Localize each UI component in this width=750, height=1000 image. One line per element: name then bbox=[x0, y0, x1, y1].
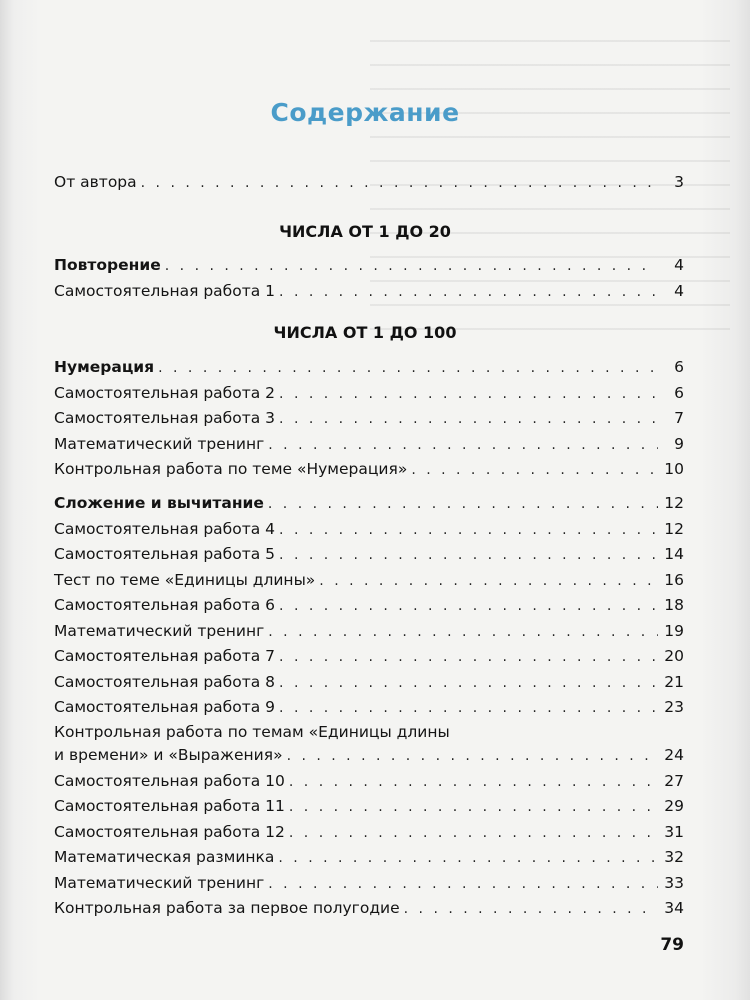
toc-entry-label: Самостоятельная работа 11 bbox=[54, 797, 285, 815]
leader-dots bbox=[279, 281, 658, 303]
toc-entry-label: Математический тренинг bbox=[54, 874, 265, 892]
leader-dots bbox=[279, 408, 658, 430]
toc-entry-label: Самостоятельная работа 12 bbox=[54, 823, 285, 841]
leader-dots bbox=[279, 519, 658, 541]
toc-entry-label: Тест по теме «Единицы длины» bbox=[54, 571, 316, 589]
toc-entry-page: 20 bbox=[664, 647, 684, 665]
toc-entry-label: Самостоятельная работа 9 bbox=[54, 698, 276, 716]
toc-entry-page: 21 bbox=[664, 673, 684, 691]
toc-entry bbox=[54, 897, 684, 919]
toc-entry-page: 33 bbox=[664, 874, 684, 892]
leader-dots bbox=[278, 847, 658, 869]
toc-entry-page: 14 bbox=[664, 545, 684, 563]
toc-entry bbox=[54, 645, 684, 667]
toc-entry bbox=[54, 872, 684, 894]
leader-dots bbox=[268, 493, 658, 515]
toc-entry-label: Самостоятельная работа 3 bbox=[54, 409, 276, 427]
section-heading: ЧИСЛА ОТ 1 ДО 100 bbox=[273, 323, 457, 342]
leader-dots bbox=[279, 672, 658, 694]
toc-entry-label: Математический тренинг bbox=[54, 622, 265, 640]
leader-dots bbox=[279, 697, 658, 719]
toc-entry bbox=[54, 458, 684, 480]
leader-dots bbox=[158, 357, 658, 379]
toc-entry-label: Самостоятельная работа 7 bbox=[54, 647, 276, 665]
leader-dots bbox=[279, 595, 658, 617]
toc-entry-page: 31 bbox=[664, 823, 684, 841]
toc-entry-label: Самостоятельная работа 4 bbox=[54, 520, 276, 538]
toc-entry bbox=[54, 254, 684, 276]
toc-entry-label: Самостоятельная работа 10 bbox=[54, 772, 285, 790]
toc-entry-page: 23 bbox=[664, 698, 684, 716]
toc-entry-page: 4 bbox=[674, 282, 684, 300]
leader-dots bbox=[268, 621, 658, 643]
toc-entry bbox=[54, 171, 684, 193]
toc-entry bbox=[54, 770, 684, 792]
toc-entry-page: 16 bbox=[664, 571, 684, 589]
toc-entry bbox=[54, 696, 684, 718]
toc-entry-page: 27 bbox=[664, 772, 684, 790]
leader-dots bbox=[279, 646, 658, 668]
toc-entry-label: От автора bbox=[54, 173, 137, 191]
leader-dots bbox=[279, 544, 658, 566]
toc-entry-page: 4 bbox=[674, 256, 684, 274]
leader-dots bbox=[279, 383, 658, 405]
toc-entry-label: Самостоятельная работа 6 bbox=[54, 596, 276, 614]
leader-dots bbox=[141, 172, 658, 194]
toc-entry bbox=[54, 407, 684, 429]
toc-entry-page: 24 bbox=[664, 746, 684, 764]
leader-dots bbox=[268, 434, 658, 456]
leader-dots bbox=[268, 873, 658, 895]
toc-entry bbox=[54, 846, 684, 868]
toc-entry-page: 32 bbox=[664, 848, 684, 866]
leader-dots bbox=[289, 771, 658, 793]
toc-entry bbox=[54, 795, 684, 817]
page-number: 79 bbox=[660, 935, 684, 955]
toc-entry-label: Повторение bbox=[54, 256, 161, 274]
toc-entry-label: Самостоятельная работа 2 bbox=[54, 384, 276, 402]
toc-entry-page: 34 bbox=[664, 899, 684, 917]
toc-entry bbox=[54, 821, 684, 843]
toc-entry-label: Самостоятельная работа 1 bbox=[54, 282, 276, 300]
toc-entry-page: 18 bbox=[664, 596, 684, 614]
toc-entry bbox=[54, 382, 684, 404]
toc-entry bbox=[54, 569, 684, 591]
toc-entry-page: 7 bbox=[674, 409, 684, 427]
toc-entry bbox=[54, 744, 684, 766]
leader-dots bbox=[319, 570, 658, 592]
leader-dots bbox=[165, 255, 658, 277]
toc-entry-page: 9 bbox=[674, 435, 684, 453]
toc-entry bbox=[54, 543, 684, 565]
toc-entry-page: 6 bbox=[674, 384, 684, 402]
toc-entry bbox=[54, 356, 684, 378]
toc-entry-label: Контрольная работа по темам «Единицы длины bbox=[54, 723, 450, 741]
toc-entry bbox=[54, 280, 684, 302]
toc-entry bbox=[54, 620, 684, 642]
toc-entry-page: 12 bbox=[664, 494, 684, 512]
toc-entry-page: 12 bbox=[664, 520, 684, 538]
toc-entry-page: 10 bbox=[664, 460, 684, 478]
toc-entry bbox=[54, 492, 684, 514]
toc-entry-label: Математический тренинг bbox=[54, 435, 265, 453]
toc-entry-label: Самостоятельная работа 8 bbox=[54, 673, 276, 691]
leader-dots bbox=[289, 796, 658, 818]
toc-entry-label: и времени» и «Выражения» bbox=[54, 746, 283, 764]
toc-entry-continued bbox=[54, 721, 684, 743]
toc-entry-label: Сложение и вычитание bbox=[54, 494, 264, 512]
toc-entry-label: Контрольная работа за первое полугодие bbox=[54, 899, 400, 917]
leader-dots bbox=[411, 459, 658, 481]
toc-entry bbox=[54, 518, 684, 540]
toc-entry bbox=[54, 594, 684, 616]
toc-entry-label: Математическая разминка bbox=[54, 848, 275, 866]
toc-entry-page: 19 bbox=[664, 622, 684, 640]
leader-dots bbox=[404, 898, 658, 920]
leader-dots bbox=[289, 822, 658, 844]
toc-entry-page: 6 bbox=[674, 358, 684, 376]
toc-entry-label: Нумерация bbox=[54, 358, 155, 376]
toc-entry bbox=[54, 671, 684, 693]
toc-entry-label: Самостоятельная работа 5 bbox=[54, 545, 276, 563]
page-title: Содержание bbox=[270, 98, 460, 127]
leader-dots bbox=[287, 745, 658, 767]
toc-entry-page: 29 bbox=[664, 797, 684, 815]
toc-entry-label: Контрольная работа по теме «Нумерация» bbox=[54, 460, 408, 478]
section-heading: ЧИСЛА ОТ 1 ДО 20 bbox=[279, 222, 451, 241]
toc-entry bbox=[54, 433, 684, 455]
toc-entry-page: 3 bbox=[674, 173, 684, 191]
